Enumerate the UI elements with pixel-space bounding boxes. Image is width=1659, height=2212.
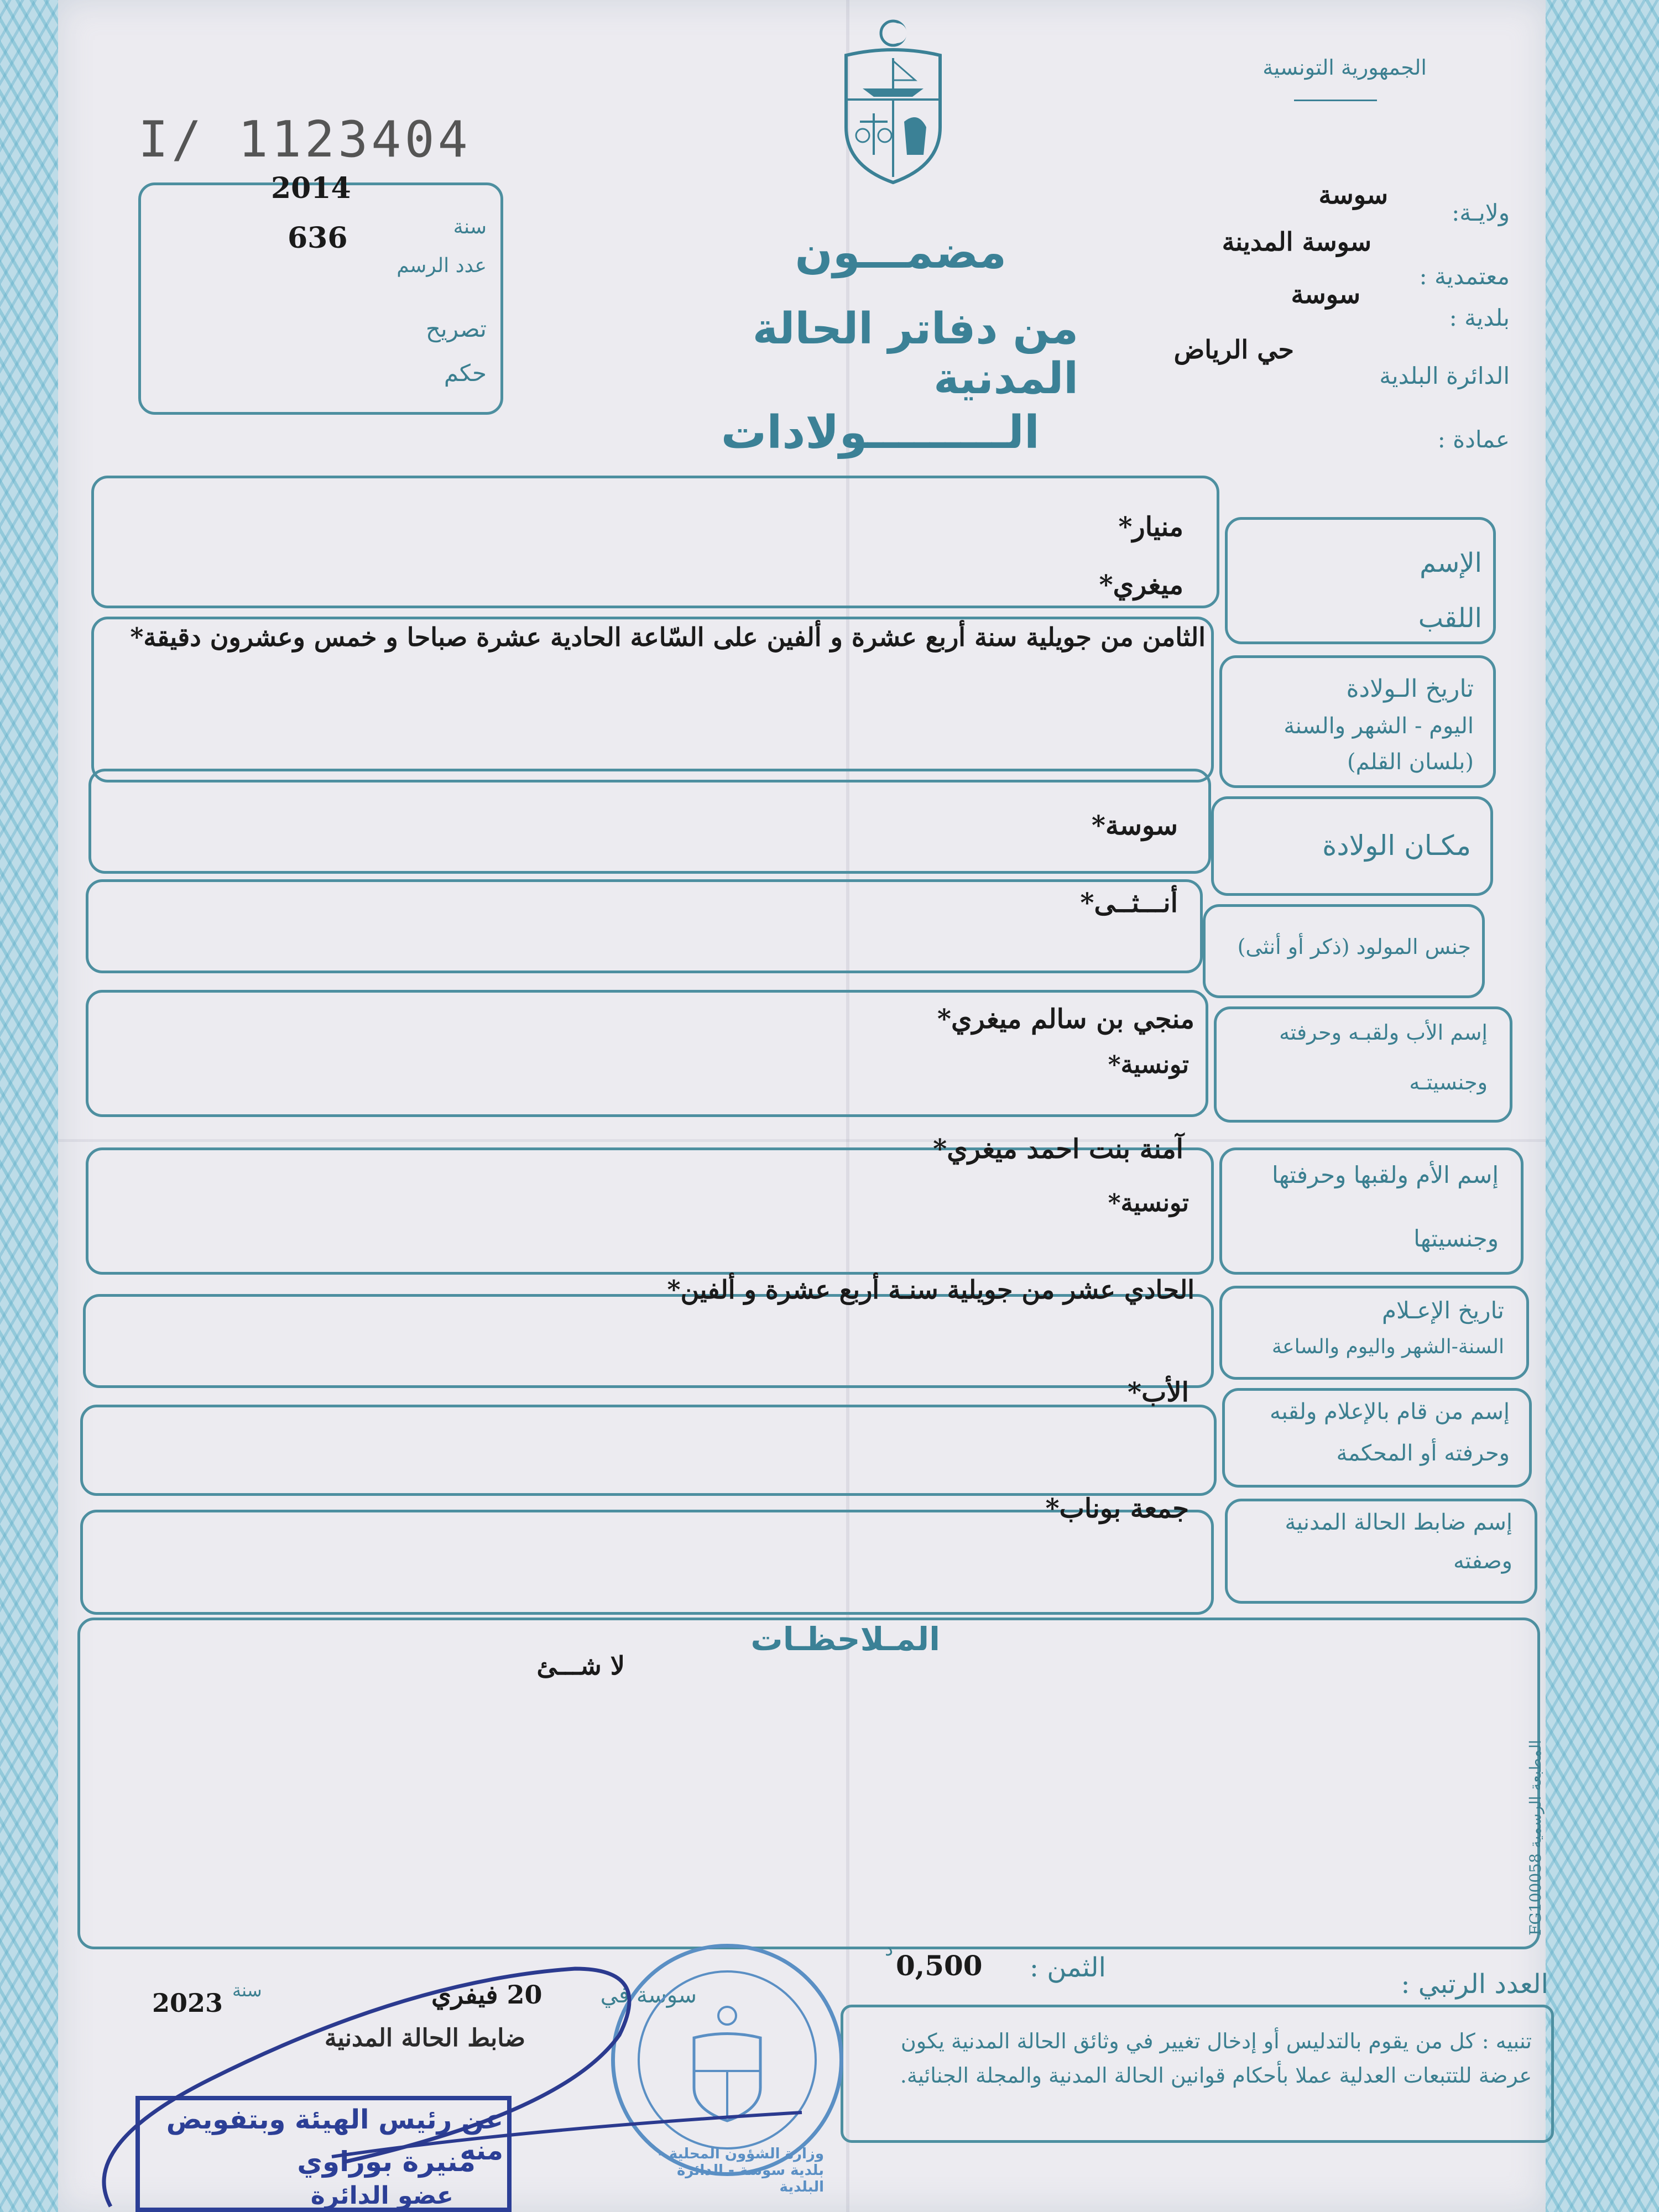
serial-number-label: العدد الرتبي : [1401,1969,1548,2000]
registry-judgment-label: حكم [444,359,487,387]
field-label-birthdate: تاريخ الـولادة [1346,675,1474,703]
round-stamp-text: وزارة الشؤون المحلية - بلدية سوسة - الدائرة البلدية [658,2146,824,2195]
issue-year: 2023 [152,1988,223,2018]
field-label-father-nationality: وجنسيتـه [1409,1070,1488,1094]
field-value-father-nationality: تونسية* [1108,1051,1189,1079]
delegation-label: معتمدية : [1419,263,1510,290]
field-value-mother-nationality: تونسية* [1108,1189,1189,1217]
field-label-mother: إسم الأم ولقبها وحرفتها [1272,1161,1499,1188]
header-divider [1294,100,1377,101]
field-label-officer: إسم ضابط الحالة المدنية [1285,1510,1512,1535]
document-subtitle: من دفاتر الحالة المدنية [752,304,1078,404]
field-value-birthplace: سوسة* [1091,810,1178,841]
rect-stamp-line1: عن رئيس الهيئة وبتفويض منه [166,2104,503,2166]
field-value-officer: جمعة بوناب* [1045,1493,1189,1524]
sector-label: عمادة : [1437,426,1510,453]
governorate-label: ولايـة: [1452,199,1510,226]
document-title: مضمـــون [795,227,1006,278]
price-value: 0,500 [896,1949,983,1982]
field-label-declarant: إسم من قام بالإعلام ولقبه [1270,1399,1510,1425]
field-value-box [80,1510,1214,1615]
officer-signature-label: ضابط الحالة المدنية [324,2024,525,2052]
serial-number: I/ 1123404 [138,111,471,169]
field-label-declarant-role: وحرفته أو المحكمة [1336,1441,1510,1466]
republic-header: الجمهورية التونسية [1262,55,1427,80]
issue-place: سوسة في [600,1983,697,2008]
field-label-declaration-date: تاريخ الإعـلام [1382,1297,1504,1324]
field-label-mother-nationality: وجنسيتها [1413,1225,1499,1252]
district-label: الدائرة البلدية [1379,362,1510,389]
field-label-birthdate-format: اليوم - الشهر والسنة [1284,713,1474,739]
field-label-name: الإسم [1420,547,1482,578]
field-label-officer-title: وصفته [1453,1548,1512,1574]
municipality-label: بلدية : [1449,304,1510,331]
registry-number-value: 636 [288,221,348,255]
field-label-birthplace: مكـان الولادة [1322,830,1471,862]
field-value-declarant: الأب* [1128,1377,1189,1408]
issue-year-label: سنة [232,1980,262,2001]
field-value-declaration-date: الحادي عشر من جويلية سنـة أربع عشرة و ألفين* [667,1275,1194,1305]
field-label-surname: اللقب [1418,603,1482,634]
registry-number-label: عدد الرسم [397,254,487,277]
governorate-value: سوسة [1318,180,1388,210]
field-value-sex: أنـــثــى* [1080,888,1178,919]
municipality-value: سوسة [1291,279,1360,309]
section-title: الـــــــــولادات [721,406,1040,459]
field-label-birthdate-note: (بلسان القلم) [1347,749,1474,775]
district-value: حي الرياض [1173,335,1294,364]
rect-stamp-line2: منيرة بوراوي [297,2146,476,2178]
remarks-value: لا شـــئ [536,1651,625,1681]
field-value-name: منيار* [1118,512,1183,542]
field-label-declaration-date-format: السنة-الشهر واليوم والساعة [1271,1335,1504,1358]
field-value-birthdate: الثامن من جويلية سنة أربع عشرة و ألفين على السّاعة الحادية عشرة صباحا و خمس وعشرون دقيقة* [130,622,1206,652]
field-value-surname: ميغري* [1099,570,1183,601]
field-value-box [83,1294,1214,1388]
field-label-father: إسم الأب ولقبـه وحرفته [1279,1020,1488,1045]
issue-date: 20 فيفري [431,1980,542,2010]
field-value-mother: آمنة بنت احمد ميغري* [933,1134,1183,1165]
registry-year-label: سنة [453,216,487,238]
field-value-father: منجي بن سالم ميغري* [937,1004,1194,1035]
price-unit: د [885,1938,894,1960]
price-label: الثمن : [1029,1952,1106,1983]
remarks-box [77,1618,1540,1949]
remarks-title: المـلاحظـات [750,1620,940,1658]
notice-text: تنبيه : كل من يقوم بالتدليس أو إدخال تغيير في وثائق الحالة المدنية يكون عرضة للتتبعات العدلية عملا بأحكام قوانين الحالة المدنية والمجلة الجنائية. [900,2029,1532,2088]
field-value-box [80,1405,1217,1496]
fold-line [58,1139,1546,1142]
registry-declaration-label: تصريح [425,315,487,342]
field-label-sex: جنس المولود (ذكر أو أنثى) [1237,935,1471,959]
delegation-value: سوسة المدينة [1222,227,1371,257]
registry-year-value: 2014 [271,171,351,205]
tunisia-coat-of-arms-icon [835,17,951,188]
rect-stamp-line3: عضو الدائرة [310,2182,453,2210]
handwritten-signature [66,1947,841,2212]
printer-mark: المطبعة الرسمية FG100058 [1526,1740,1545,1936]
